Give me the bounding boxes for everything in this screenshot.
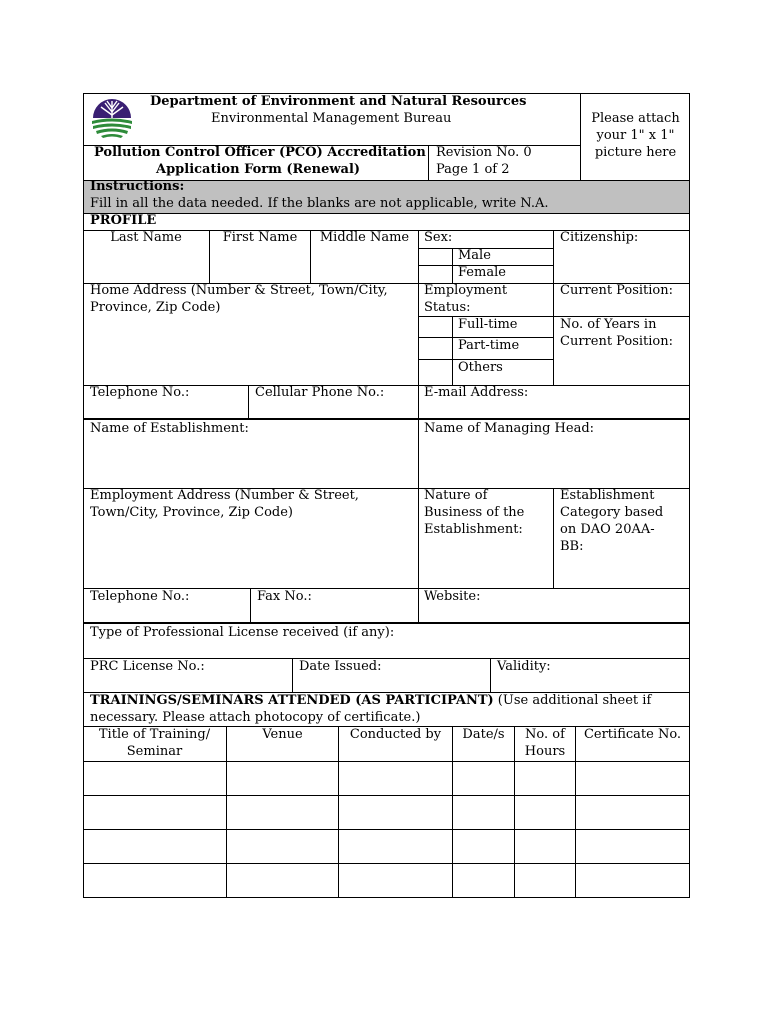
full-time-checkbox[interactable]: [419, 317, 452, 337]
department-name: Department of Environment and Natural Resources: [150, 94, 527, 109]
pco-application-form: [83, 93, 690, 898]
home-address-label-2: Province, Zip Code): [90, 300, 221, 315]
business-nature-label-3: Establishment:: [424, 522, 523, 537]
table-row[interactable]: [84, 762, 689, 795]
table-row[interactable]: [84, 830, 689, 863]
current-position-field[interactable]: Current Position:: [560, 283, 674, 298]
photo-instruction-line-3: picture here: [594, 145, 677, 160]
prc-license-field[interactable]: PRC License No.:: [90, 659, 205, 674]
managing-head-field[interactable]: Name of Managing Head:: [424, 421, 595, 436]
denr-logo-icon: [89, 94, 135, 140]
table-row[interactable]: [84, 864, 689, 897]
establishment-category-label-1[interactable]: Establishment: [560, 488, 655, 503]
establishment-telephone-field[interactable]: Telephone No.:: [90, 589, 190, 604]
home-address-label-1[interactable]: Home Address (Number & Street, Town/City,: [90, 283, 388, 298]
photo-instruction-line-1: Please attach: [591, 111, 680, 126]
table-row[interactable]: [84, 796, 689, 829]
part-time-label: Part-time: [458, 338, 520, 353]
last-name-field[interactable]: Last Name: [110, 230, 182, 245]
employment-address-label-2: Town/City, Province, Zip Code): [90, 505, 293, 520]
instructions-text: Fill in all the data needed. If the blanks are not applicable, write N.A.: [90, 196, 549, 211]
profile-title: PROFILE: [90, 213, 157, 228]
employment-address-label-1[interactable]: Employment Address (Number & Street,: [90, 488, 359, 503]
col-title-header-1: Title of Training/: [98, 727, 211, 742]
trainings-title-line-2: necessary. Please attach photocopy of certificate.): [90, 710, 421, 725]
col-hours-header-1: No. of: [525, 727, 565, 742]
business-nature-label-1[interactable]: Nature of: [424, 488, 488, 503]
full-time-label: Full-time: [458, 317, 518, 332]
email-field[interactable]: E-mail Address:: [424, 385, 529, 400]
middle-name-field[interactable]: Middle Name: [319, 230, 410, 245]
form-title-line-1: Pollution Control Officer (PCO) Accreditation: [94, 145, 426, 160]
business-nature-label-2: Business of the: [424, 505, 525, 520]
col-certificate-header: Certificate No.: [583, 727, 682, 742]
col-hours-header-2: Hours: [524, 744, 566, 759]
others-checkbox[interactable]: [419, 360, 452, 385]
page-number: Page 1 of 2: [436, 162, 510, 177]
website-field[interactable]: Website:: [424, 589, 481, 604]
fax-field[interactable]: Fax No.:: [257, 589, 312, 604]
employment-status-label-1: Employment: [424, 283, 508, 298]
validity-field[interactable]: Validity:: [497, 659, 551, 674]
instructions-title: Instructions:: [90, 179, 185, 194]
years-in-position-label-2: Current Position:: [560, 334, 674, 349]
form-title-line-2: Application Form (Renewal): [156, 162, 361, 177]
col-conducted-header: Conducted by: [349, 727, 442, 742]
col-dates-header: Date/s: [462, 727, 505, 742]
others-label: Others: [458, 360, 503, 375]
sex-label: Sex:: [424, 230, 453, 245]
trainings-title-note: (Use additional sheet if: [493, 693, 652, 708]
license-type-field[interactable]: Type of Professional License received (if any):: [90, 625, 395, 640]
revision-number: Revision No. 0: [436, 145, 532, 160]
years-in-position-label-1[interactable]: No. of Years in: [560, 317, 657, 332]
cellular-phone-field[interactable]: Cellular Phone No.:: [255, 385, 385, 400]
col-venue-header: Venue: [262, 727, 303, 742]
establishment-category-label-4: BB:: [560, 539, 584, 554]
female-label: Female: [458, 265, 506, 280]
telephone-field[interactable]: Telephone No.:: [90, 385, 190, 400]
employment-status-label-2: Status:: [424, 300, 471, 315]
establishment-category-label-3: on DAO 20AA-: [560, 522, 655, 537]
female-checkbox[interactable]: [419, 266, 452, 283]
date-issued-field[interactable]: Date Issued:: [299, 659, 382, 674]
first-name-field[interactable]: First Name: [222, 230, 298, 245]
trainings-title-bold: TRAININGS/SEMINARS ATTENDED (AS PARTICIPANT): [90, 693, 494, 708]
col-title-header-2: Seminar: [126, 744, 183, 759]
establishment-category-label-2: Category based: [560, 505, 664, 520]
photo-instruction-line-2: your 1" x 1": [596, 128, 675, 143]
trainings-title: [90, 693, 651, 710]
part-time-checkbox[interactable]: [419, 338, 452, 359]
bureau-name: Environmental Management Bureau: [211, 111, 452, 126]
establishment-name-field[interactable]: Name of Establishment:: [90, 421, 249, 436]
citizenship-field[interactable]: Citizenship:: [560, 230, 639, 245]
male-checkbox[interactable]: [419, 249, 452, 265]
male-label: Male: [458, 248, 491, 263]
